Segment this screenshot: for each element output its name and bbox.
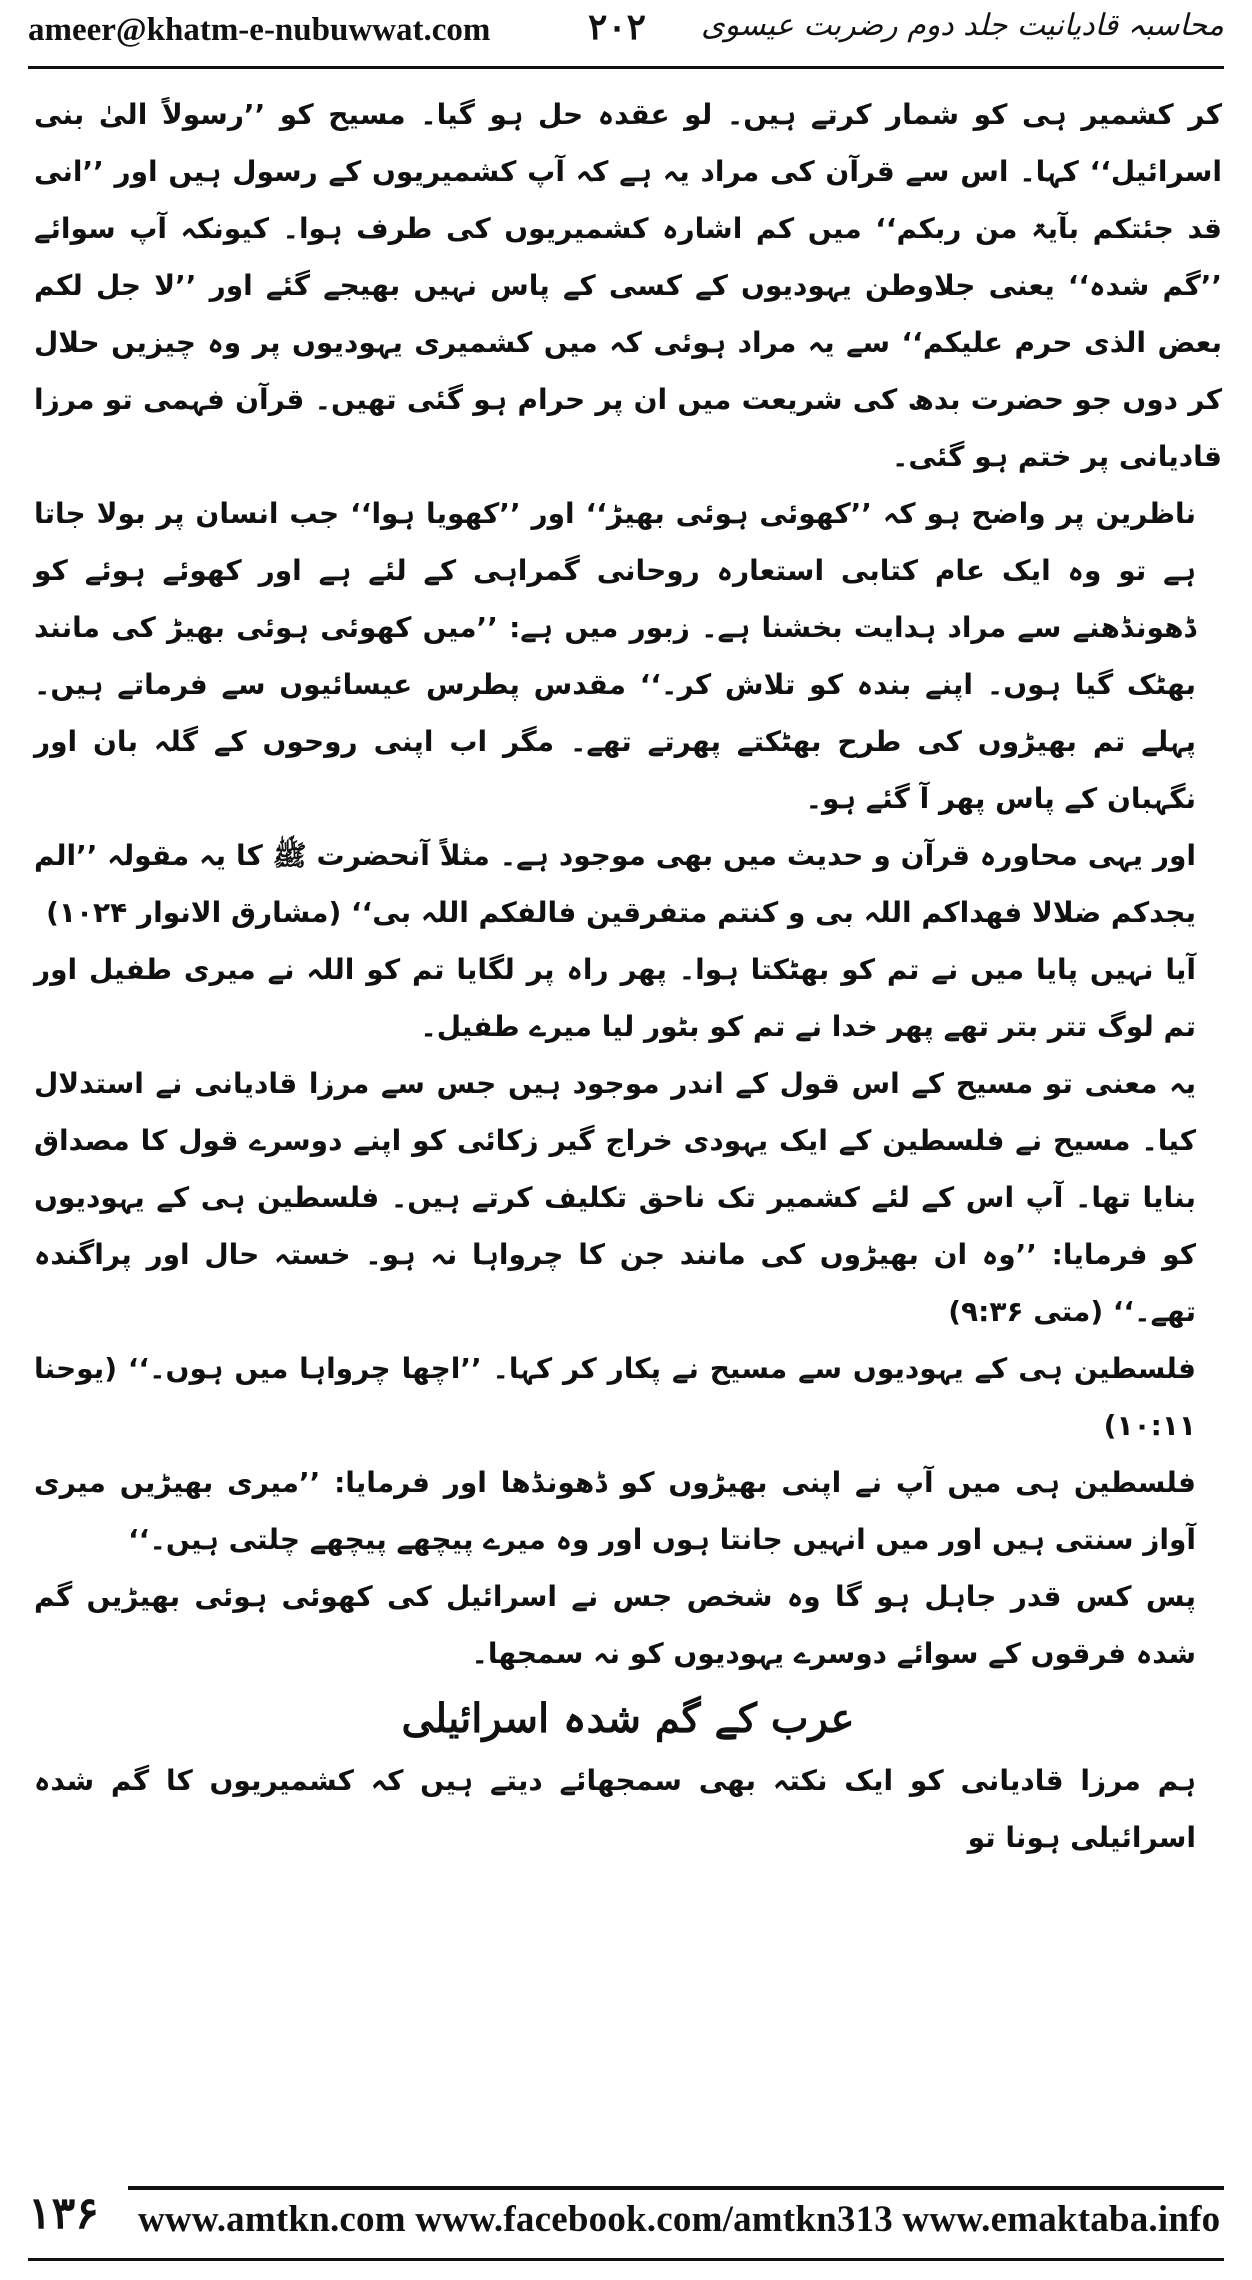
paragraph-4: آیا نہیں پایا میں نے تم کو بھٹکتا ہوا۔ پھر راہ پر لگایا تم کو اللہ نے میری طفیل اور تم لوگ تتر بتر تھے پھر خدا نے تم کو بٹور لیا میرے طفیل۔ (34, 953, 1196, 1043)
paragraph-8: پس کس قدر جاہل ہو گا وہ شخص جس نے اسرائیل کی کھوئی ہوئی بھیڑیں گم شدہ فرقوں کے سوائے دوسرے یہودیوں کو نہ سمجھا۔ (34, 1580, 1196, 1670)
body-text (34, 86, 1222, 2142)
footer-page-number: ۱۳۶ (28, 2188, 99, 2239)
page-footer (28, 2176, 1224, 2272)
footer-links[interactable]: www.amtkn.com www.facebook.com/amtkn313 www.emaktaba.info (138, 2199, 1221, 2240)
paragraph-5: یہ معنی تو مسیح کے اس قول کے اندر موجود ہیں جس سے مرزا قادیانی نے استدلال کیا۔ مسیح نے فلسطین کے ایک یہودی خراج گیر زکائی کو اپنے دوسرے قول کا مصداق بنایا تھا۔ آپ اس کے لئے کشمیر تک ناحق تکلیف کرتے ہیں۔ فلسطین ہی کے یہودیوں کو فرمایا: ’’وہ ان بھیڑوں کی مانند جن کا چرواہا نہ ہو۔ خستہ حال اور پراگندہ تھے۔‘‘ (متی ۹:۳۶) (34, 1067, 1196, 1328)
paragraph-9: ہم مرزا قادیانی کو ایک نکتہ بھی سمجھائے دیتے ہیں کہ کشمیریوں کا گم شدہ اسرائیلی ہونا تو (34, 1764, 1196, 1854)
header-title: محاسبہ قادیانیت جلد دوم رضربت عیسوی (701, 8, 1224, 43)
footer-bottom-rule (28, 2258, 1224, 2261)
page-header (28, 6, 1224, 62)
section-heading: عرب کے گم شدہ اسرائیلی (401, 1695, 855, 1742)
paragraph-7: فلسطین ہی میں آپ نے اپنی بھیڑوں کو ڈھونڈھا اور فرمایا: ’’میری بھیڑیں میری آواز سنتی ہیں اور میں انہیں جانتا ہوں اور وہ میرے پیچھے پیچھے چلتی ہیں۔‘‘ (34, 1466, 1196, 1556)
paragraph-2: ناظرین پر واضح ہو کہ ’’کھوئی ہوئی بھیڑ‘‘ اور ’’کھویا ہوا‘‘ جب انسان پر بولا جاتا ہے تو وہ ایک عام کتابی استعارہ روحانی گمراہی کے لئے ہے اور کھوئے ہوئے کو ڈھونڈھنے سے مراد ہدایت بخشنا ہے۔ زبور میں ہے: ’’میں کھوئی ہوئی بھیڑ کی مانند بھٹک گیا ہوں۔ اپنے بندہ کو تلاش کر۔‘‘ مقدس پطرس عیسائیوں سے فرماتے ہیں۔ پہلے تم بھیڑوں کی طرح بھٹکتے پھرتے تھے۔ مگر اب اپنی روحوں کے گلہ بان اور نگہبان کے پاس پھر آ گئے ہو۔ (34, 497, 1196, 815)
header-divider (28, 66, 1224, 69)
header-page-number: ۲۰۲ (588, 6, 647, 48)
paragraph-6: فلسطین ہی کے یہودیوں سے مسیح نے پکار کر کہا۔ ’’اچھا چرواہا میں ہوں۔‘‘ (یوحنا ۱۰:۱۱) (34, 1352, 1196, 1442)
header-email[interactable]: ameer@khatm-e-nubuwwat.com (28, 12, 491, 48)
paragraph-1: کر کشمیر ہی کو شمار کرتے ہیں۔ لو عقدہ حل ہو گیا۔ مسیح کو ’’رسولاً الیٰ بنی اسرائیل‘‘ کہا۔ اس سے قرآن کی مراد یہ ہے کہ آپ کشمیریوں کے رسول ہیں اور ’’انی قد جئتکم بآیۃ من ربکم‘‘ میں کم اشارہ کشمیریوں کی طرف ہوا۔ کیونکہ آپ سوائے ’’گم شدہ‘‘ یعنی جلاوطن یہودیوں کے کسی کے پاس نہیں بھیجے گئے اور ’’لا جل لکم بعض الذی حرم علیکم‘‘ سے یہ مراد ہوئی کہ میں کشمیری یہودیوں پر وہ چیزیں حلال کر دوں جو حضرت بدھ کی شریعت میں ان پر حرام ہو گئی تھیں۔ قرآن فہمی تو مرزا قادیانی پر ختم ہو گئی۔ (34, 98, 1222, 473)
paragraph-3: اور یہی محاورہ قرآن و حدیث میں بھی موجود ہے۔ مثلاً آنحضرت ﷺ کا یہ مقولہ ’’الم یجدکم ضلالا فھداکم اللہ بی و کنتم متفرقین فالفکم اللہ بی‘‘ (مشارق الانوار ۱۰۲۴) (34, 839, 1196, 929)
footer-top-rule (128, 2186, 1224, 2190)
